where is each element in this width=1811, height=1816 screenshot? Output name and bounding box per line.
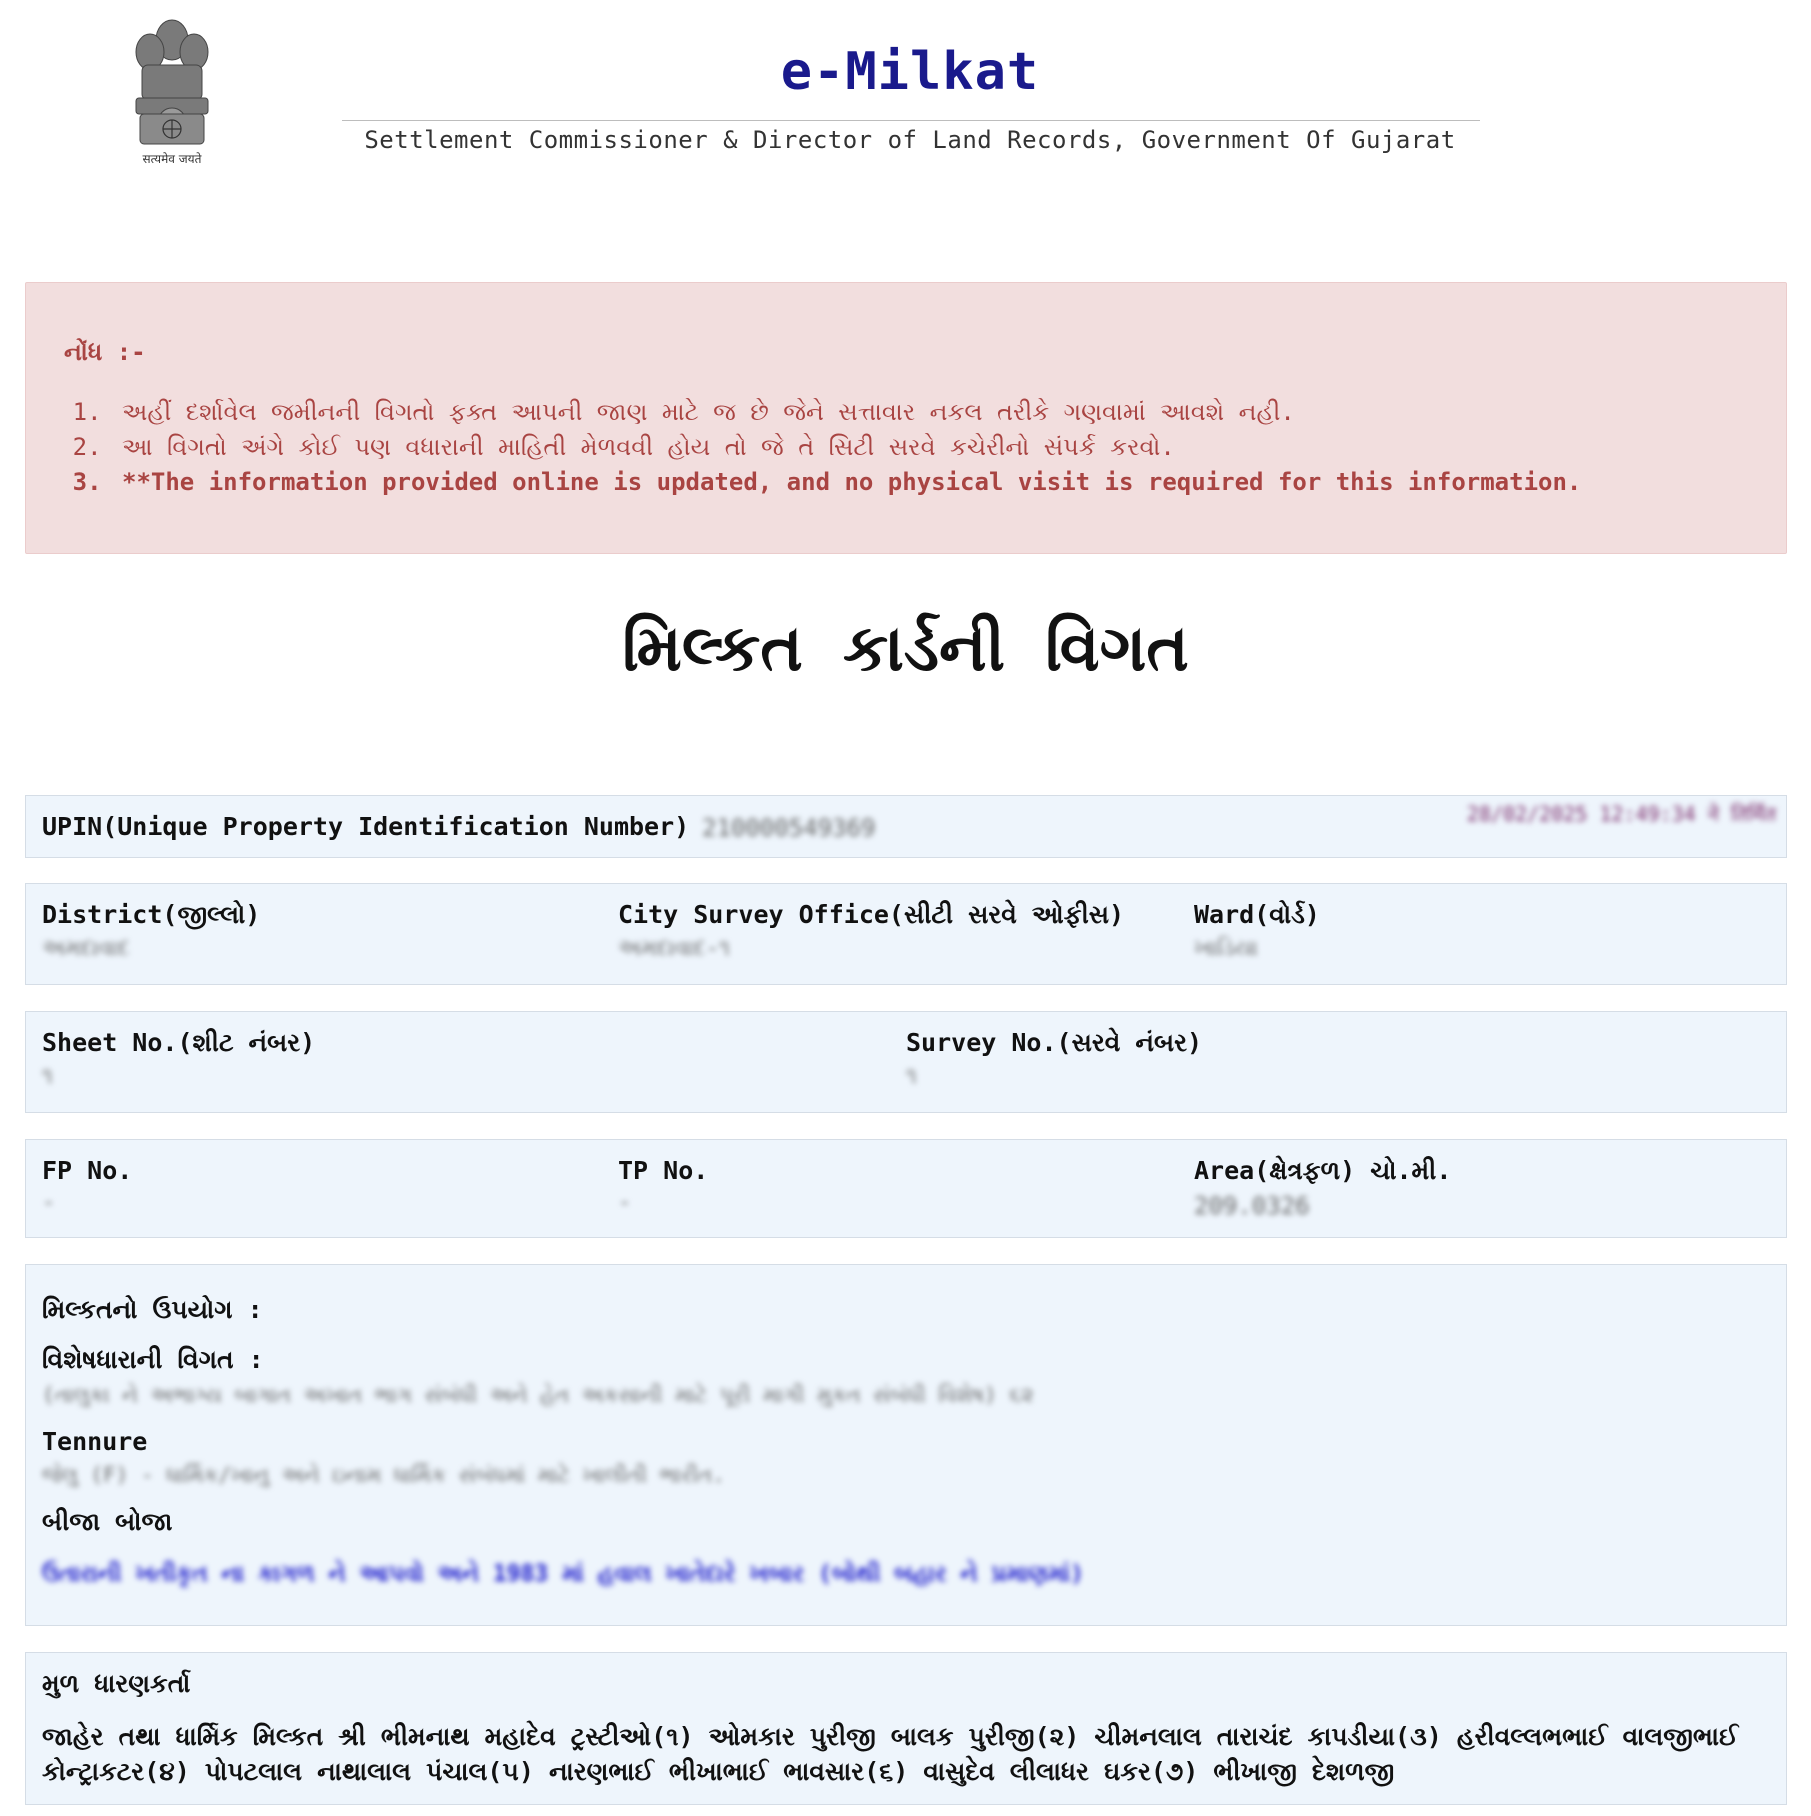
fp-no-label: FP No.	[42, 1156, 133, 1185]
generated-timestamp: 28/02/2025 12:49:34 ने तिर्मित	[1466, 802, 1776, 826]
fp-no-value: -	[42, 1190, 56, 1215]
sheet-survey-panel	[25, 1011, 1787, 1113]
notice-item: 3. **The information provided online is updated, and no physical visit is required for this information.	[116, 465, 1581, 500]
city-survey-office-value: અમદાવાદ-૧	[618, 936, 730, 961]
header-divider	[342, 120, 1480, 121]
emblem-caption: सत्यमेव जयते	[142, 152, 202, 166]
area-label: Area(ક્ષેત્રફળ) ચો.મી.	[1194, 1156, 1452, 1185]
app-subtitle: Settlement Commissioner & Director of Land Records, Government Of Gujarat	[364, 126, 1456, 154]
survey-no-value: ૧	[906, 1064, 917, 1089]
ward-label: Ward(વોર્ડ)	[1194, 900, 1320, 929]
other-encumbrance-link[interactable]: ઉતારાની ખતીકૃત ના કાગળ ને આપવો અને 1983 માં હવાલ ખાતેદારે ખબાર (બોથી બહાર ને પ્રમાણમાં)	[42, 1561, 1084, 1587]
original-holders-panel	[25, 1652, 1787, 1805]
notice-item: 1. અહીં દર્શાવેલ જમીનની વિગતો ફક્ત આપની જાણ માટે જ છે જેને સત્તાવાર નકલ તરીકે ગણવામાં આવશે નહી.	[116, 395, 1581, 430]
ward-value: ખાડિયા	[1194, 936, 1258, 961]
plot-panel	[25, 1139, 1787, 1238]
tenure-value: જેલુ (F) - ધાર્મિક/ખાનુ અને ઇનામ ધાર્મિક સંબંધમાં માટે ખાલીતી ભારીત.	[42, 1463, 725, 1487]
location-panel	[25, 883, 1787, 985]
district-value: અમદાવાદ	[42, 936, 130, 961]
sheet-no-label: Sheet No.(શીટ નંબર)	[42, 1028, 316, 1057]
notice-box	[25, 282, 1787, 554]
area-value: 209.0326	[1194, 1192, 1310, 1220]
tenure-label: Tennure	[42, 1427, 148, 1456]
app-title: e-Milkat	[780, 42, 1040, 102]
tp-no-label: TP No.	[618, 1156, 709, 1185]
original-holders-text: જાહેર તથા ધાર્મિક મિલ્કત શ્રી ભીમનાથ મહાદેવ ટ્રસ્ટીઓ(૧) ઓમકાર પુરીજી બાલક પુરીજી(૨) ચીમનલાલ તારાચંદ કાપડીયા(૩) હરીવલ્લભભાઈ વાલજીભાઈ કોન્ટ્રાકટર(૪) પોપટલાલ નાથાલાલ પંચાલ(૫) નારણભાઈ ભીખાભાઈ ભાવસાર(૬) વાસુદેવ લીલાધર ઘકર(૭) ભીખાજી દેશળજી	[42, 1722, 1739, 1786]
notice-item: 2. આ વિગતો અંગે કોઈ પણ વધારાની માહિતી મેળવવી હોય તો જે તે સિટી સરવે કચેરીનો સંપર્ક કરવો.	[116, 430, 1581, 465]
property-use-label: મિલ્કતનો ઉપયોગ :	[42, 1295, 263, 1324]
national-emblem-icon	[122, 10, 222, 175]
upin-label: UPIN(Unique Property Identification Number)	[42, 812, 690, 841]
usage-panel	[25, 1264, 1787, 1626]
sheet-no-value: ૧	[42, 1064, 53, 1089]
special-tenure-label: વિશેષધારાની વિગત :	[42, 1345, 264, 1374]
notice-list	[66, 395, 1581, 500]
upin-panel	[25, 795, 1787, 858]
original-holders-label: મુળ ધારણકર્તા	[42, 1669, 191, 1698]
upin-value: 210000549369	[702, 814, 876, 842]
special-tenure-value: (તાલુકા ને અભાગ્ય બાગાત અખાત ભાગ સંબંધી અને હેત અકસાની માટે પૂરી માગી મુકત સંબંધી વિશેષ) ૬૨	[42, 1383, 1034, 1407]
city-survey-office-label: City Survey Office(સીટી સરવે ઓફીસ)	[618, 900, 1125, 929]
district-label: District(જીલ્લો)	[42, 900, 261, 929]
other-encumbrance-label: બીજા બોજા	[42, 1507, 173, 1536]
tp-no-value: -	[618, 1190, 632, 1215]
page-header	[0, 0, 1811, 190]
notice-heading: નોંધ :-	[64, 338, 146, 366]
survey-no-label: Survey No.(સરવે નંબર)	[906, 1028, 1203, 1057]
page-title: મિલ્કત કાર્ડની વિગત	[622, 612, 1189, 686]
